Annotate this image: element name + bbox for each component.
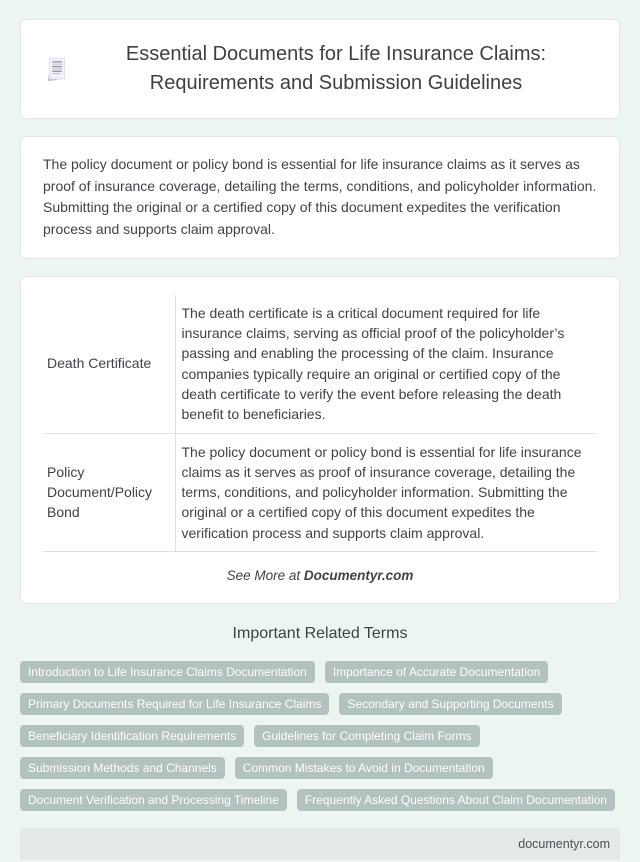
page-title: Essential Documents for Life Insurance Claims: Requirements and Submission Guidelines bbox=[125, 43, 547, 94]
footer-bar bbox=[20, 828, 620, 860]
header-card bbox=[20, 19, 620, 119]
related-term-tag[interactable]: Common Mistakes to Avoid in Documentation bbox=[235, 757, 493, 779]
term-cell: Policy Document/Policy Bond bbox=[43, 433, 175, 551]
definitions-table bbox=[43, 295, 597, 552]
related-term-tag[interactable]: Document Verification and Processing Timeline bbox=[20, 789, 287, 811]
related-term-tag[interactable]: Submission Methods and Channels bbox=[20, 757, 225, 779]
related-terms-list bbox=[20, 661, 620, 811]
related-term-tag[interactable]: Secondary and Supporting Documents bbox=[339, 693, 561, 715]
receipt-icon bbox=[45, 56, 69, 82]
see-more-brand-link[interactable]: Documentyr.com bbox=[303, 568, 414, 584]
see-more-text: See More at bbox=[226, 568, 304, 584]
definition-cell: The policy document or policy bond is essential for life insurance claims as it serves as proof of insurance coverage, detailing the terms, conditions, and policyholder information. Submitting the original or a certified copy of this document expedites the verification process and supports claim approval. bbox=[181, 443, 582, 541]
related-term-tag[interactable]: Primary Documents Required for Life Insurance Claims bbox=[20, 693, 329, 715]
intro-paragraph: The policy document or policy bond is essential for life insurance claims as it serves as proof of insurance coverage, detailing the terms, conditions, and policyholder information. Submitting the original or a certified copy of this document expedites the verification process and supports claim approval. bbox=[43, 156, 597, 238]
definition-cell: The death certificate is a critical document required for life insurance claims, serving as official proof of the policyholder’s passing and enabling the processing of the claim. Insurance companies typically require an original or certified copy of the death certificate to verify the event before releasing the death benefit to beneficiaries. bbox=[181, 304, 565, 423]
related-term-tag[interactable]: Guidelines for Completing Claim Forms bbox=[254, 725, 479, 747]
definitions-table-body bbox=[43, 295, 597, 552]
page bbox=[20, 0, 620, 860]
intro-card bbox=[20, 136, 620, 259]
related-term-tag[interactable]: Introduction to Life Insurance Claims Documentation bbox=[20, 661, 315, 683]
term-cell: Death Certificate bbox=[43, 295, 175, 433]
definitions-card bbox=[20, 276, 620, 604]
related-term-tag[interactable]: Importance of Accurate Documentation bbox=[325, 661, 548, 683]
see-more-line bbox=[43, 568, 597, 583]
related-term-tag[interactable]: Beneficiary Identification Requirements bbox=[20, 725, 244, 747]
related-term-tag[interactable]: Frequently Asked Questions About Claim Documentation bbox=[297, 789, 615, 811]
definition-row bbox=[43, 295, 597, 433]
footer-site-link[interactable]: documentyr.com bbox=[518, 837, 610, 852]
definition-row bbox=[43, 433, 597, 551]
related-terms-heading: Important Related Terms bbox=[232, 625, 408, 643]
